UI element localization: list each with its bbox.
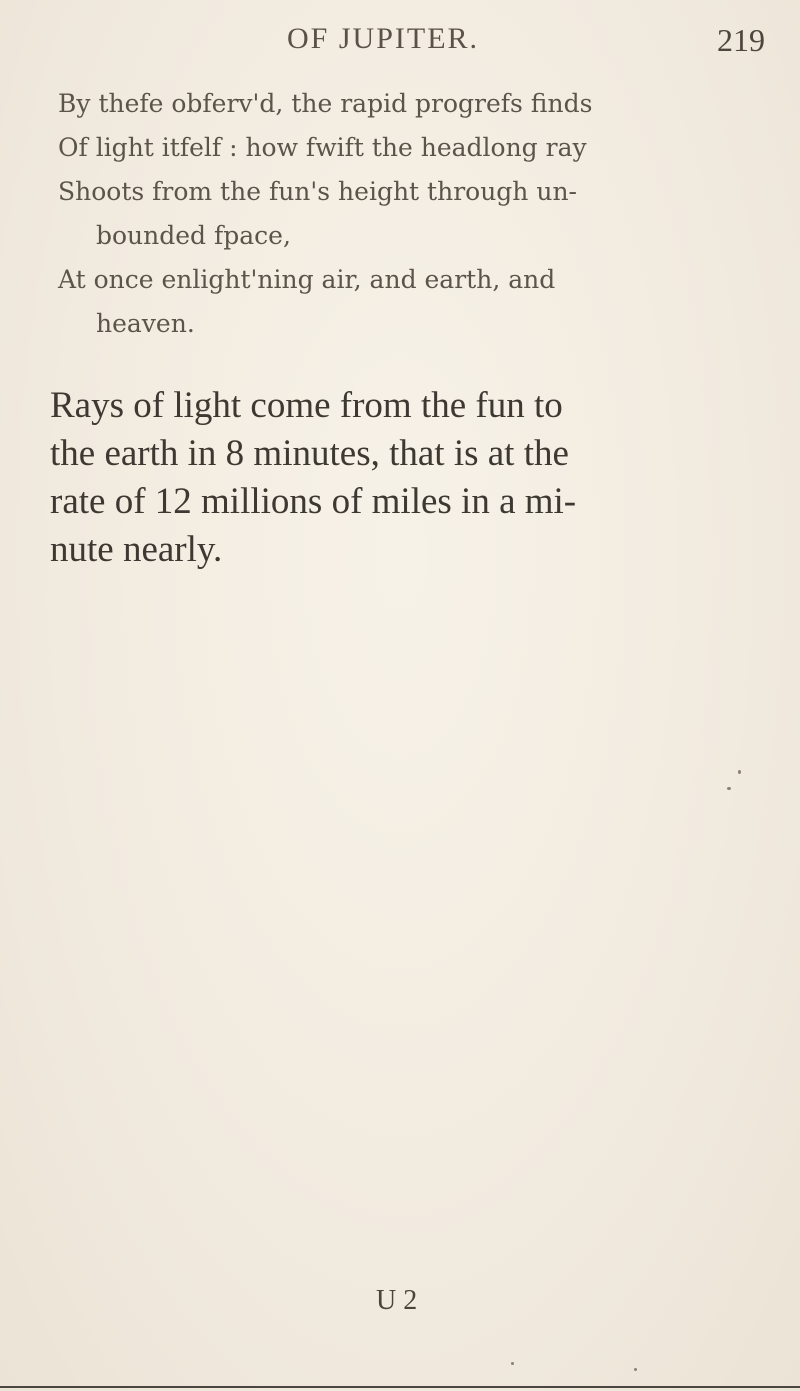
paper-speck [738, 770, 741, 774]
paper-speck [511, 1362, 514, 1365]
note-line: rate of 12 millions of miles in a mi- [50, 481, 577, 522]
verse-line: By thefe obferv'd, the rapid progrefs finds [58, 89, 593, 118]
signature-mark: U 2 [376, 1285, 418, 1316]
bottom-edge-rule [0, 1386, 800, 1388]
verse-passage [58, 82, 778, 346]
verse-line: bounded fpace, [96, 221, 291, 250]
handwritten-note [50, 382, 780, 574]
running-head-title: OF JUPITER. [287, 22, 480, 55]
note-line: the earth in 8 minutes, that is at the [50, 433, 569, 474]
paper-speck [727, 787, 731, 790]
page-number: 219 [717, 22, 765, 58]
note-line: nute nearly. [50, 529, 223, 570]
verse-line: Of light itfelf : how fwift the headlong ray [58, 133, 587, 162]
verse-line: heaven. [96, 309, 195, 338]
running-head [0, 22, 800, 72]
verse-line: At once enlight'ning air, and earth, and [58, 265, 556, 294]
verse-line: Shoots from the fun's height through un- [58, 177, 577, 206]
note-line: Rays of light come from the fun to [50, 385, 563, 426]
paper-speck [634, 1368, 637, 1371]
